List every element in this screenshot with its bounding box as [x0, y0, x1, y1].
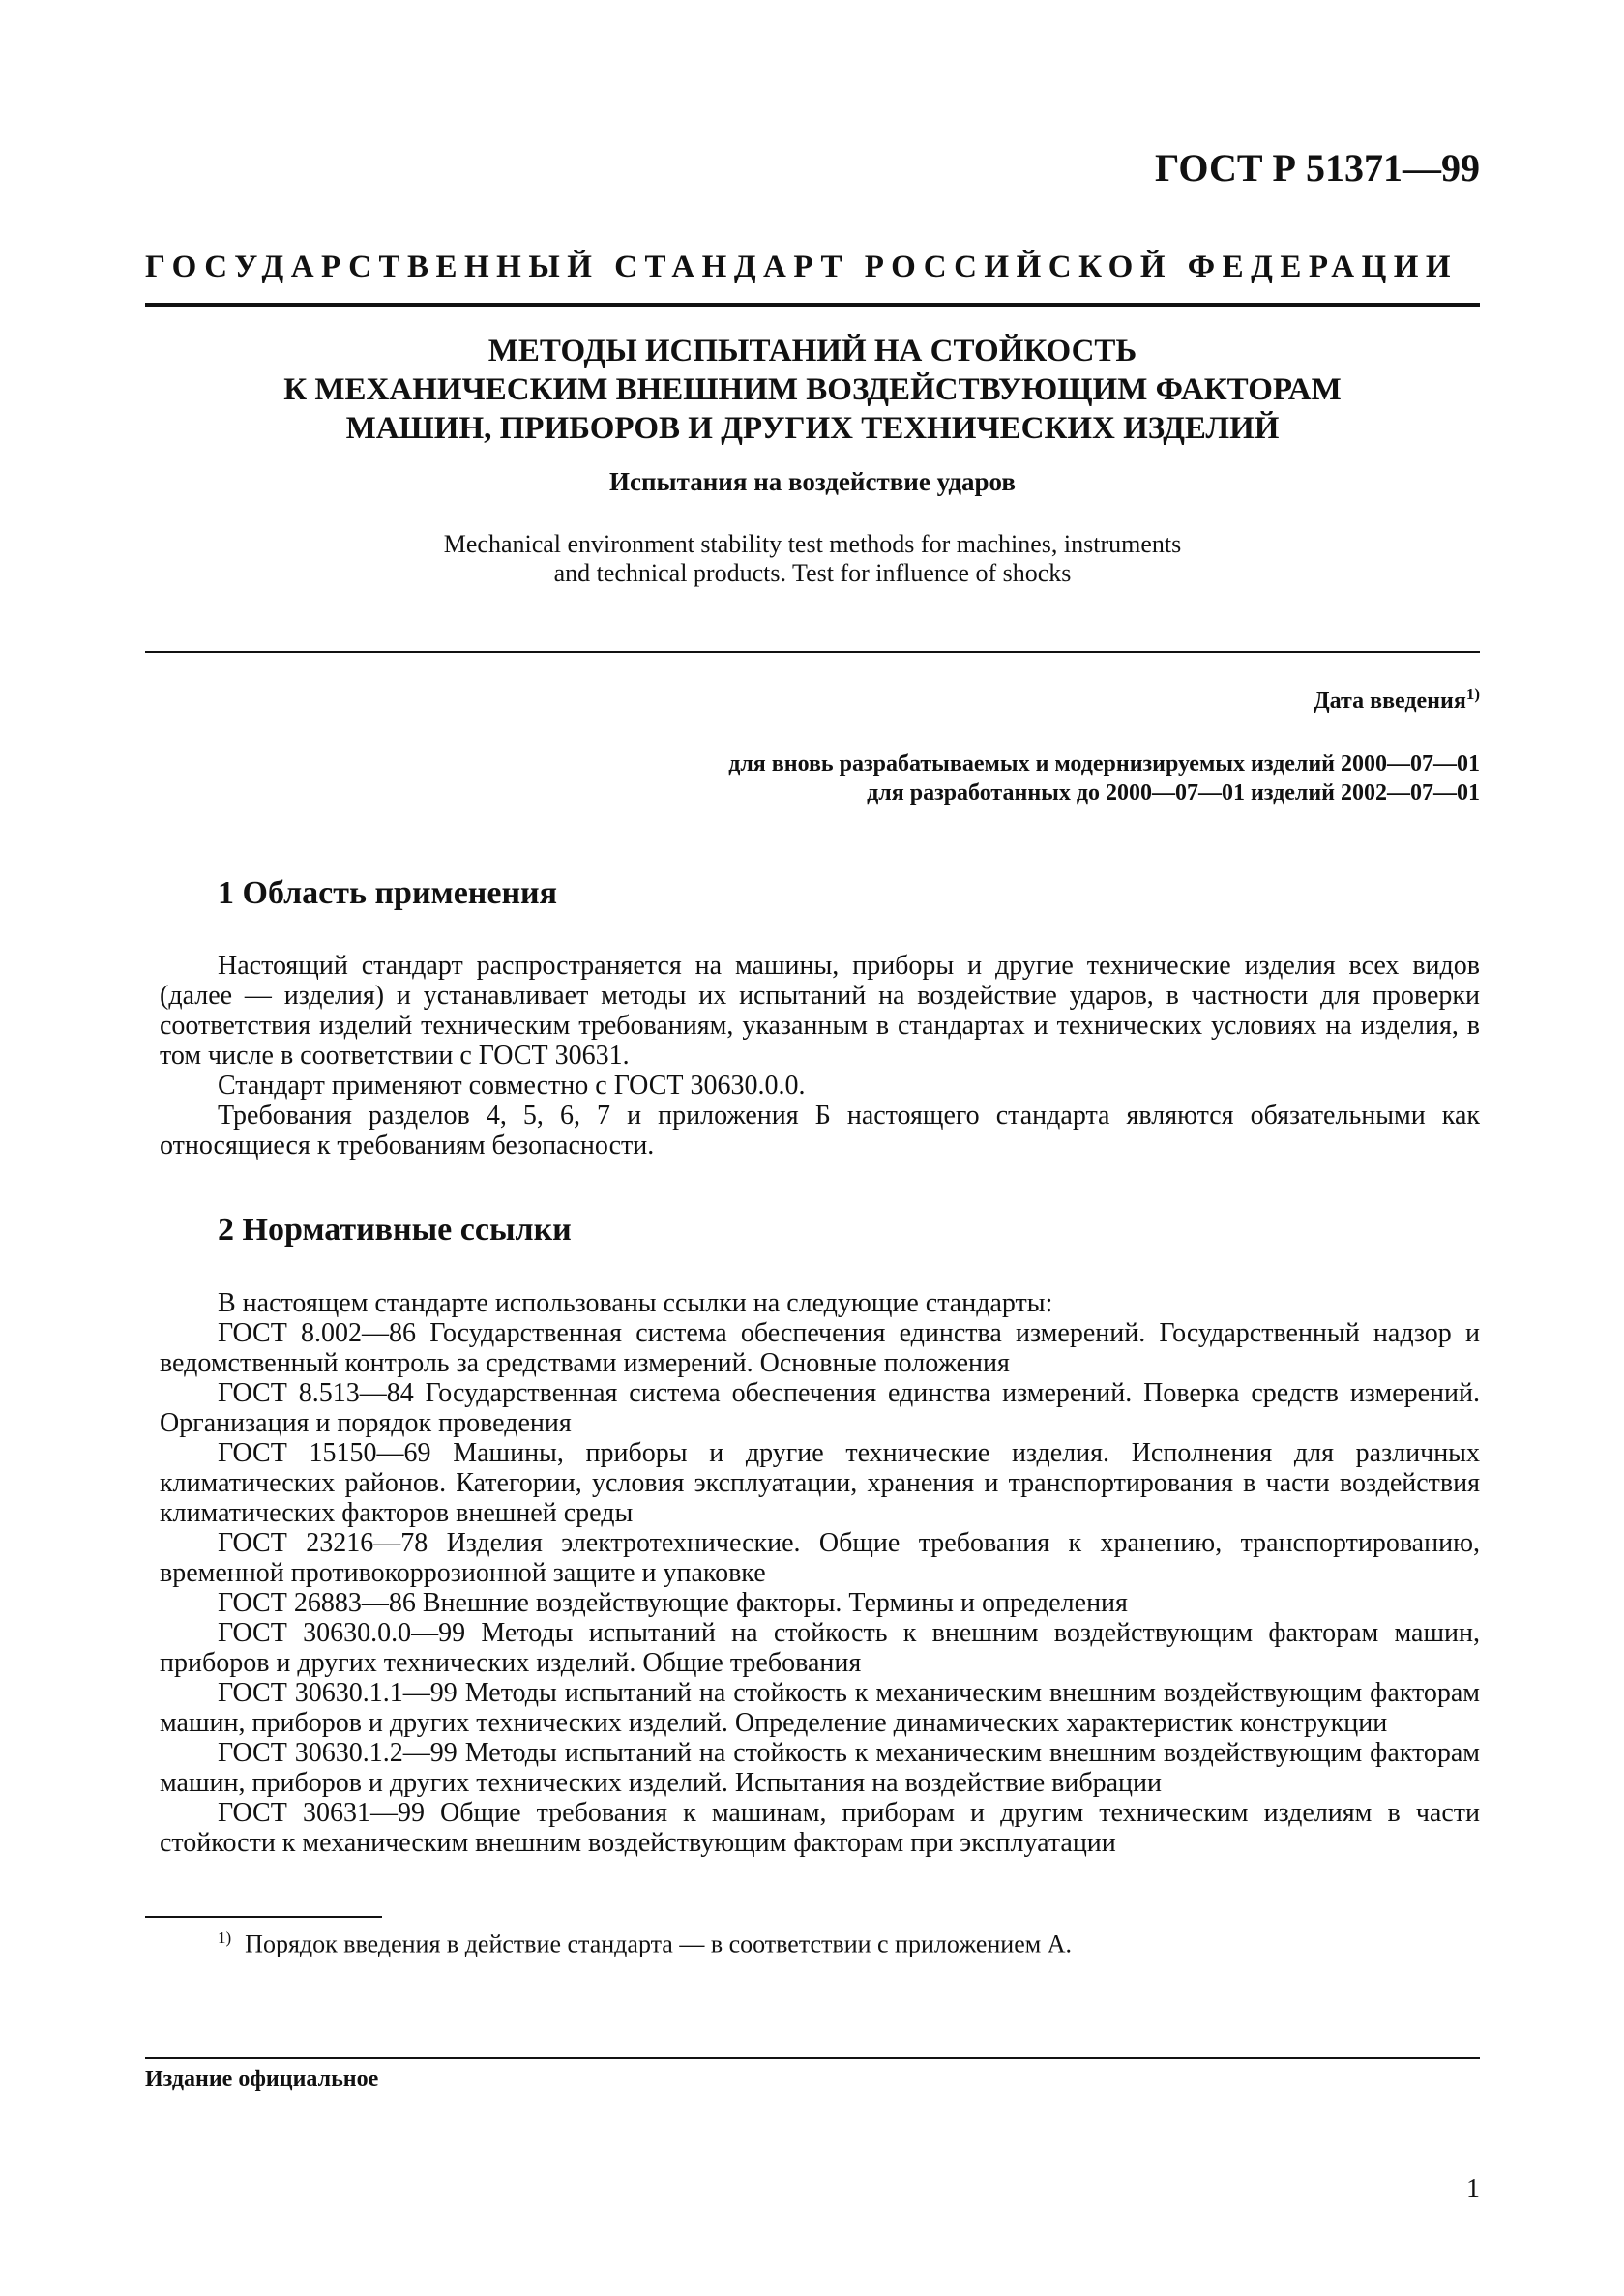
intro-date-lines — [532, 750, 1480, 808]
footer-divider — [145, 2057, 1480, 2059]
reference-item: ГОСТ 30630.1.2—99 Методы испытаний на стойкость к механическим внешним воздействующим факторам машин, приборов и других технических изделий. Испытания на воздействие вибрации — [160, 1738, 1480, 1798]
footnote-mark: 1) — [1465, 685, 1480, 703]
reference-item: ГОСТ 8.513—84 Государственная система обеспечения единства измерений. Поверка средств измерений. Организация и порядок проведения — [160, 1378, 1480, 1438]
page-number: 1 — [1466, 2174, 1480, 2204]
intro-date-line: для вновь разрабатываемых и модернизируемых изделий 2000—07—01 — [728, 751, 1480, 777]
footnote — [218, 1928, 1475, 1959]
reference-item: ГОСТ 8.002—86 Государственная система обеспечения единства измерений. Государственный надзор и ведомственный контроль за средствами измерений. Основные положения — [160, 1318, 1480, 1378]
reference-item: ГОСТ 30630.1.1—99 Методы испытаний на стойкость к механическим внешним воздействующим факторам машин, приборов и других технических изделий. Определение динамических характеристик конструкции — [160, 1678, 1480, 1738]
references-intro: В настоящем стандарте использованы ссылки на следующие стандарты: — [218, 1288, 1053, 1318]
document-subtitle: Испытания на воздействие ударов — [609, 467, 1016, 496]
title-line: МАШИН, ПРИБОРОВ И ДРУГИХ ТЕХНИЧЕСКИХ ИЗДЕЛИЙ — [345, 411, 1280, 446]
english-title-line: Mechanical environment stability test methods for machines, instruments — [443, 530, 1182, 558]
footnote-text: Порядок введения в действие стандарта — в соответствии с приложением А. — [245, 1929, 1072, 1958]
reference-item: ГОСТ 30631—99 Общие требования к машинам, приборам и другим техническим изделиям в части стойкости к механическим внешним воздействующим факторам при эксплуатации — [160, 1798, 1480, 1858]
paragraph: Требования разделов 4, 5, 6, 7 и приложения Б настоящего стандарта являются обязательными как относящиеся к требованиям безопасности. — [160, 1101, 1480, 1161]
section-1-heading: 1 Область применения — [218, 875, 558, 911]
document-title — [145, 332, 1480, 448]
paragraph: Стандарт применяют совместно с ГОСТ 30630.0.0. — [218, 1071, 806, 1101]
header-divider — [145, 303, 1480, 307]
section-1-body — [160, 951, 1480, 1161]
edition-label: Издание официальное — [145, 2067, 379, 2092]
reference-item: ГОСТ 26883—86 Внешние воздействующие факторы. Термины и определения — [218, 1588, 1128, 1618]
footnote-divider — [145, 1916, 382, 1918]
footnote-number: 1) — [218, 1928, 232, 1947]
reference-item: ГОСТ 23216—78 Изделия электротехнические. Общие требования к хранению, транспортированию, временной противокоррозионной защите и упаковке — [160, 1528, 1480, 1588]
section-2-heading: 2 Нормативные ссылки — [218, 1212, 572, 1248]
intro-date-line: для разработанных до 2000—07—01 изделий 2002—07—01 — [867, 780, 1480, 806]
intro-date-label: Дата введения$^{1)}$ — [1314, 685, 1480, 714]
english-title — [145, 530, 1480, 588]
english-title-line: and technical products. Test for influence of shocks — [553, 559, 1072, 587]
title-line: К МЕХАНИЧЕСКИМ ВНЕШНИМ ВОЗДЕЙСТВУЮЩИМ ФАКТОРАМ — [283, 372, 1342, 407]
document-code: ГОСТ Р 51371—99 — [1154, 146, 1480, 190]
paragraph: Настоящий стандарт распространяется на машины, приборы и другие технические изделия всех видов (далее — изделия) и устанавливает методы их испытаний на воздействие ударов, в частности для проверки соответствия изделий техническим требованиям, указанным в стандартах и технических условиях на изделия, в том числе в соответствии с ГОСТ 30631. — [160, 951, 1480, 1071]
normative-references — [160, 1288, 1480, 1858]
title-line: МЕТОДЫ ИСПЫТАНИЙ НА СТОЙКОСТЬ — [487, 334, 1137, 368]
title-divider — [145, 651, 1480, 653]
reference-item: ГОСТ 30630.0.0—99 Методы испытаний на стойкость к внешним воздействующим факторам машин, приборов и других технических изделий. Общие требования — [160, 1618, 1480, 1678]
reference-item: ГОСТ 15150—69 Машины, приборы и другие технические изделия. Исполнения для различных климатических районов. Категории, условия эксплуатации, хранения и транспортирования в части воздействия климатических факторов внешней среды — [160, 1438, 1480, 1528]
state-standard-heading: ГОСУДАРСТВЕННЫЙ СТАНДАРТ РОССИЙСКОЙ ФЕДЕРАЦИИ — [145, 250, 1459, 284]
